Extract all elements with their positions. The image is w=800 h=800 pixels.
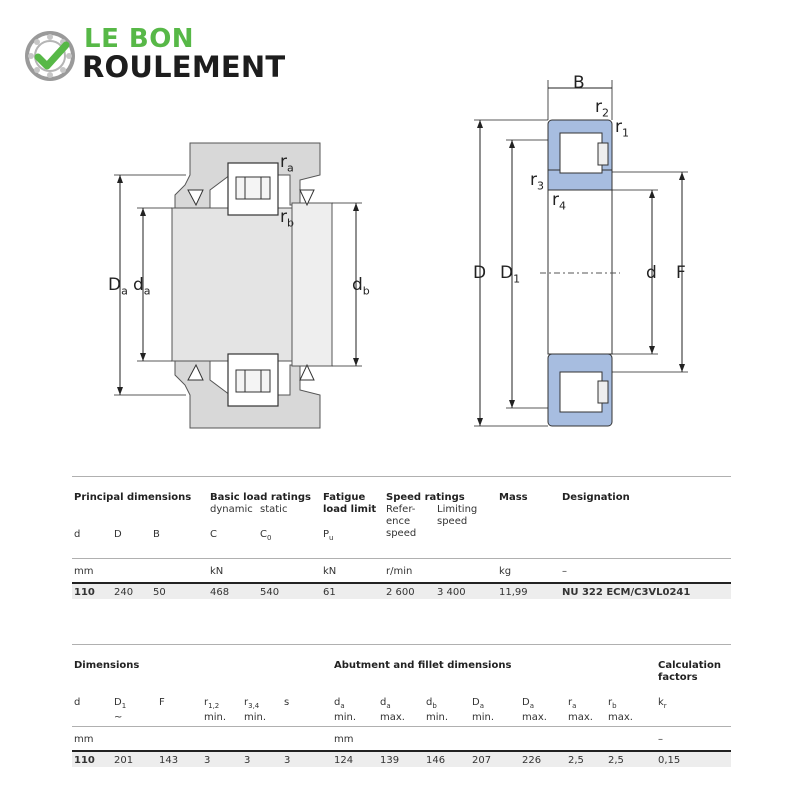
unit2-abutment: mm: [334, 734, 354, 745]
unit-speed: r/min: [386, 566, 413, 577]
sym2-s: s: [284, 697, 290, 708]
hdr-principal: Principal dimensions: [74, 492, 192, 503]
sym-B: B: [153, 529, 160, 540]
val-ref-speed: 2 600: [386, 587, 415, 598]
sym-C0: $C_0$: [260, 529, 272, 542]
label-rb: $r_b$: [280, 207, 294, 230]
val2-da-min: 124: [334, 755, 354, 766]
logo-line2: ROULEMENT: [82, 50, 286, 84]
val-D: 240: [114, 587, 134, 598]
hdr-designation: Designation: [562, 492, 630, 503]
hdr-calc: Calculation factors: [658, 660, 721, 683]
val2-da-max: 139: [380, 755, 400, 766]
val-lim-speed: 3 400: [437, 587, 466, 598]
val2-F: 143: [159, 755, 179, 766]
val2-Da-min: 207: [472, 755, 492, 766]
sym2-rb-max: $r_b$ max.: [608, 697, 633, 723]
val2-kr: 0,15: [658, 755, 681, 766]
val2-Da-max: 226: [522, 755, 542, 766]
sym2-da-max: $d_a$ max.: [380, 697, 405, 723]
label-d: d: [646, 263, 657, 283]
sym-d: d: [74, 529, 81, 540]
unit2-calc: –: [658, 734, 663, 745]
hdr-speed: Speed ratings: [386, 492, 465, 503]
val2-D1: 201: [114, 755, 134, 766]
label-F: F: [676, 263, 686, 283]
unit-designation: –: [562, 566, 567, 577]
sym2-Da-min: $D_a$ min.: [472, 697, 495, 723]
ratings-table: [72, 476, 731, 604]
label-Da: $D_a$: [108, 275, 128, 298]
label-r1: $r_1$: [615, 117, 629, 140]
val-C0: 540: [260, 587, 280, 598]
val-mass: 11,99: [499, 587, 528, 598]
sym2-da-min: $d_a$ min.: [334, 697, 357, 723]
dimensions-table: [72, 644, 731, 774]
label-r2: $r_2$: [595, 97, 609, 120]
hdr-basic-load: Basic load ratings: [210, 492, 311, 503]
label-db: $d_b$: [352, 275, 370, 298]
val-C: 468: [210, 587, 230, 598]
label-D: D: [473, 263, 487, 283]
val-designation: NU 322 ECM/C3VL0241: [562, 587, 691, 598]
val2-d: 110: [74, 755, 95, 766]
unit-principal: mm: [74, 566, 94, 577]
unit-mass: kg: [499, 566, 512, 577]
sym2-D1: $D_1$ ~: [114, 697, 127, 723]
sym2-ra-max: $r_a$ max.: [568, 697, 593, 723]
val2-rb-max: 2,5: [608, 755, 624, 766]
label-B: B: [573, 73, 585, 93]
sym-D: D: [114, 529, 122, 540]
val2-s: 3: [284, 755, 291, 766]
unit-load: kN: [210, 566, 224, 577]
val2-db-min: 146: [426, 755, 446, 766]
unit2-dimensions: mm: [74, 734, 94, 745]
bearing-section-diagram: [470, 70, 700, 440]
sym-Pu: $P_u$: [323, 529, 334, 542]
sym2-Da-max: $D_a$ max.: [522, 697, 547, 723]
hdr-dimensions: Dimensions: [74, 660, 140, 671]
label-ra: $r_a$: [280, 152, 294, 175]
sym2-r12: $r_{1,2}$ min.: [204, 697, 227, 723]
sub-dynamic: dynamic: [210, 504, 253, 515]
sub-reference: Refer- ence speed: [386, 504, 417, 539]
sym2-r34: $r_{3,4}$ min.: [244, 697, 267, 723]
sym2-kr: $k_r$: [658, 697, 667, 710]
hdr-abutment: Abutment and fillet dimensions: [334, 660, 512, 671]
sub-static: static: [260, 504, 288, 515]
label-D1: $D_1$: [500, 263, 521, 286]
sym2-F: F: [159, 697, 165, 708]
label-da: $d_a$: [133, 275, 151, 298]
sub-limiting: Limiting speed: [437, 504, 478, 527]
unit-fatigue: kN: [323, 566, 337, 577]
val-B: 50: [153, 587, 166, 598]
val-d: 110: [74, 587, 95, 598]
sym2-db-min: $d_b$ min.: [426, 697, 449, 723]
sym2-d: d: [74, 697, 81, 708]
label-r3: $r_3$: [530, 170, 544, 193]
hdr-fatigue: Fatigue load limit: [323, 492, 377, 515]
val2-r34: 3: [244, 755, 251, 766]
val-Pu: 61: [323, 587, 336, 598]
val2-r12: 3: [204, 755, 211, 766]
label-r4: $r_4$: [552, 190, 566, 213]
val2-ra-max: 2,5: [568, 755, 584, 766]
bearing-check-icon: [24, 30, 76, 82]
hdr-mass: Mass: [499, 492, 528, 503]
logo-line1: LE BON: [84, 24, 195, 54]
sym-C: C: [210, 529, 217, 540]
